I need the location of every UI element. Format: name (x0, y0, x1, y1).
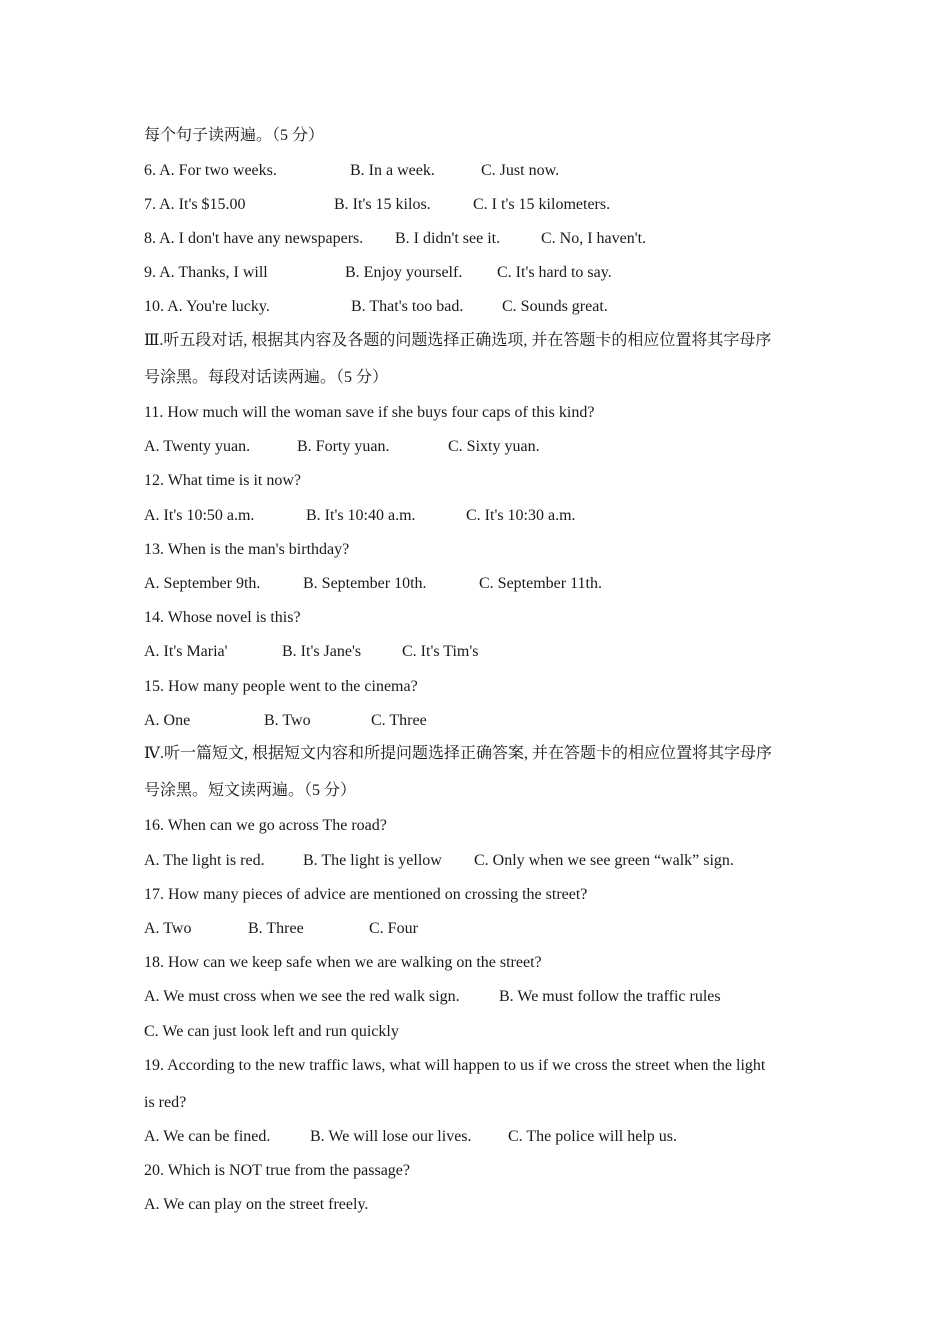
question-18-option-a: A. We must cross when we see the red walk sign. (144, 988, 460, 1005)
question-20-option-a: A. We can play on the street freely. (144, 1196, 369, 1213)
question-15: 15. How many people went to the cinema? (144, 678, 418, 695)
question-7-option-c: C. I t's 15 kilometers. (473, 196, 611, 213)
question-15-option-c: C. Three (371, 712, 427, 729)
question-10-option-b: B. That's too bad. (351, 298, 464, 315)
question-17-option-a: A. Two (144, 920, 192, 937)
question-12: 12. What time is it now? (144, 472, 302, 489)
question-16-option-c: C. Only when we see green “walk” sign. (474, 852, 734, 869)
question-13: 13. When is the man's birthday? (144, 541, 350, 558)
question-19-line2: is red? (144, 1094, 187, 1111)
question-14-option-a: A. It's Maria' (144, 643, 228, 660)
question-19-option-a: A. We can be fined. (144, 1128, 271, 1145)
question-8-option-a: 8. A. I don't have any newspapers. (144, 230, 364, 247)
question-12-option-a: A. It's 10:50 a.m. (144, 507, 255, 524)
question-11-option-c: C. Sixty yuan. (448, 438, 540, 455)
question-13-option-b: B. September 10th. (303, 575, 427, 592)
question-17-option-c: C. Four (369, 920, 418, 937)
question-6-option-a: 6. A. For two weeks. (144, 162, 277, 179)
question-14-option-c: C. It's Tim's (402, 643, 479, 660)
question-10-option-a: 10. A. You're lucky. (144, 298, 270, 315)
question-18: 18. How can we keep safe when we are walking on the street? (144, 954, 542, 971)
question-19-line1: 19. According to the new traffic laws, what will happen to us if we cross the street when the light (144, 1057, 766, 1074)
question-6-option-b: B. In a week. (350, 162, 435, 179)
question-14: 14. Whose novel is this? (144, 609, 301, 626)
question-7-option-b: B. It's 15 kilos. (334, 196, 431, 213)
question-17: 17. How many pieces of advice are mentioned on crossing the street? (144, 886, 588, 903)
section4-instruction-line2: 号涂黑。短文读两遍。（5 分） (144, 782, 357, 799)
question-18-option-c: C. We can just look left and run quickly (144, 1023, 399, 1040)
question-11: 11. How much will the woman save if she buys four caps of this kind? (144, 404, 595, 421)
question-19-option-b: B. We will lose our lives. (310, 1128, 472, 1145)
question-18-option-b: B. We must follow the traffic rules (499, 988, 721, 1005)
question-13-option-c: C. September 11th. (479, 575, 602, 592)
question-8-option-c: C. No, I haven't. (541, 230, 647, 247)
section3-instruction-line2: 号涂黑。每段对话读两遍。（5 分） (144, 369, 389, 386)
question-17-option-b: B. Three (248, 920, 304, 937)
section4-instruction-line1: Ⅳ.听一篇短文, 根据短文内容和所提问题选择正确答案, 并在答题卡的相应位置将其字母序 (144, 745, 772, 762)
question-8-option-b: B. I didn't see it. (395, 230, 501, 247)
question-16-option-a: A. The light is red. (144, 852, 265, 869)
question-9-option-b: B. Enjoy yourself. (345, 264, 463, 281)
question-20: 20. Which is NOT true from the passage? (144, 1162, 411, 1179)
question-11-option-b: B. Forty yuan. (297, 438, 390, 455)
question-9-option-c: C. It's hard to say. (497, 264, 612, 281)
question-14-option-b: B. It's Jane's (282, 643, 362, 660)
question-16-option-b: B. The light is yellow (303, 852, 442, 869)
section3-instruction-line1: Ⅲ.听五段对话, 根据其内容及各题的问题选择正确选项, 并在答题卡的相应位置将其字母序 (144, 332, 772, 349)
question-11-option-a: A. Twenty yuan. (144, 438, 251, 455)
question-19-option-c: C. The police will help us. (508, 1128, 678, 1145)
question-15-option-a: A. One (144, 712, 191, 729)
question-12-option-c: C. It's 10:30 a.m. (466, 507, 576, 524)
question-13-option-a: A. September 9th. (144, 575, 261, 592)
question-9-option-a: 9. A. Thanks, I will (144, 264, 268, 281)
question-15-option-b: B. Two (264, 712, 311, 729)
question-16: 16. When can we go across The road? (144, 817, 387, 834)
question-7-option-a: 7. A. It's $15.00 (144, 196, 246, 213)
question-12-option-b: B. It's 10:40 a.m. (306, 507, 416, 524)
section2-instruction-tail: 每个句子读两遍。（5 分） (144, 127, 325, 144)
question-10-option-c: C. Sounds great. (502, 298, 608, 315)
question-6-option-c: C. Just now. (481, 162, 560, 179)
